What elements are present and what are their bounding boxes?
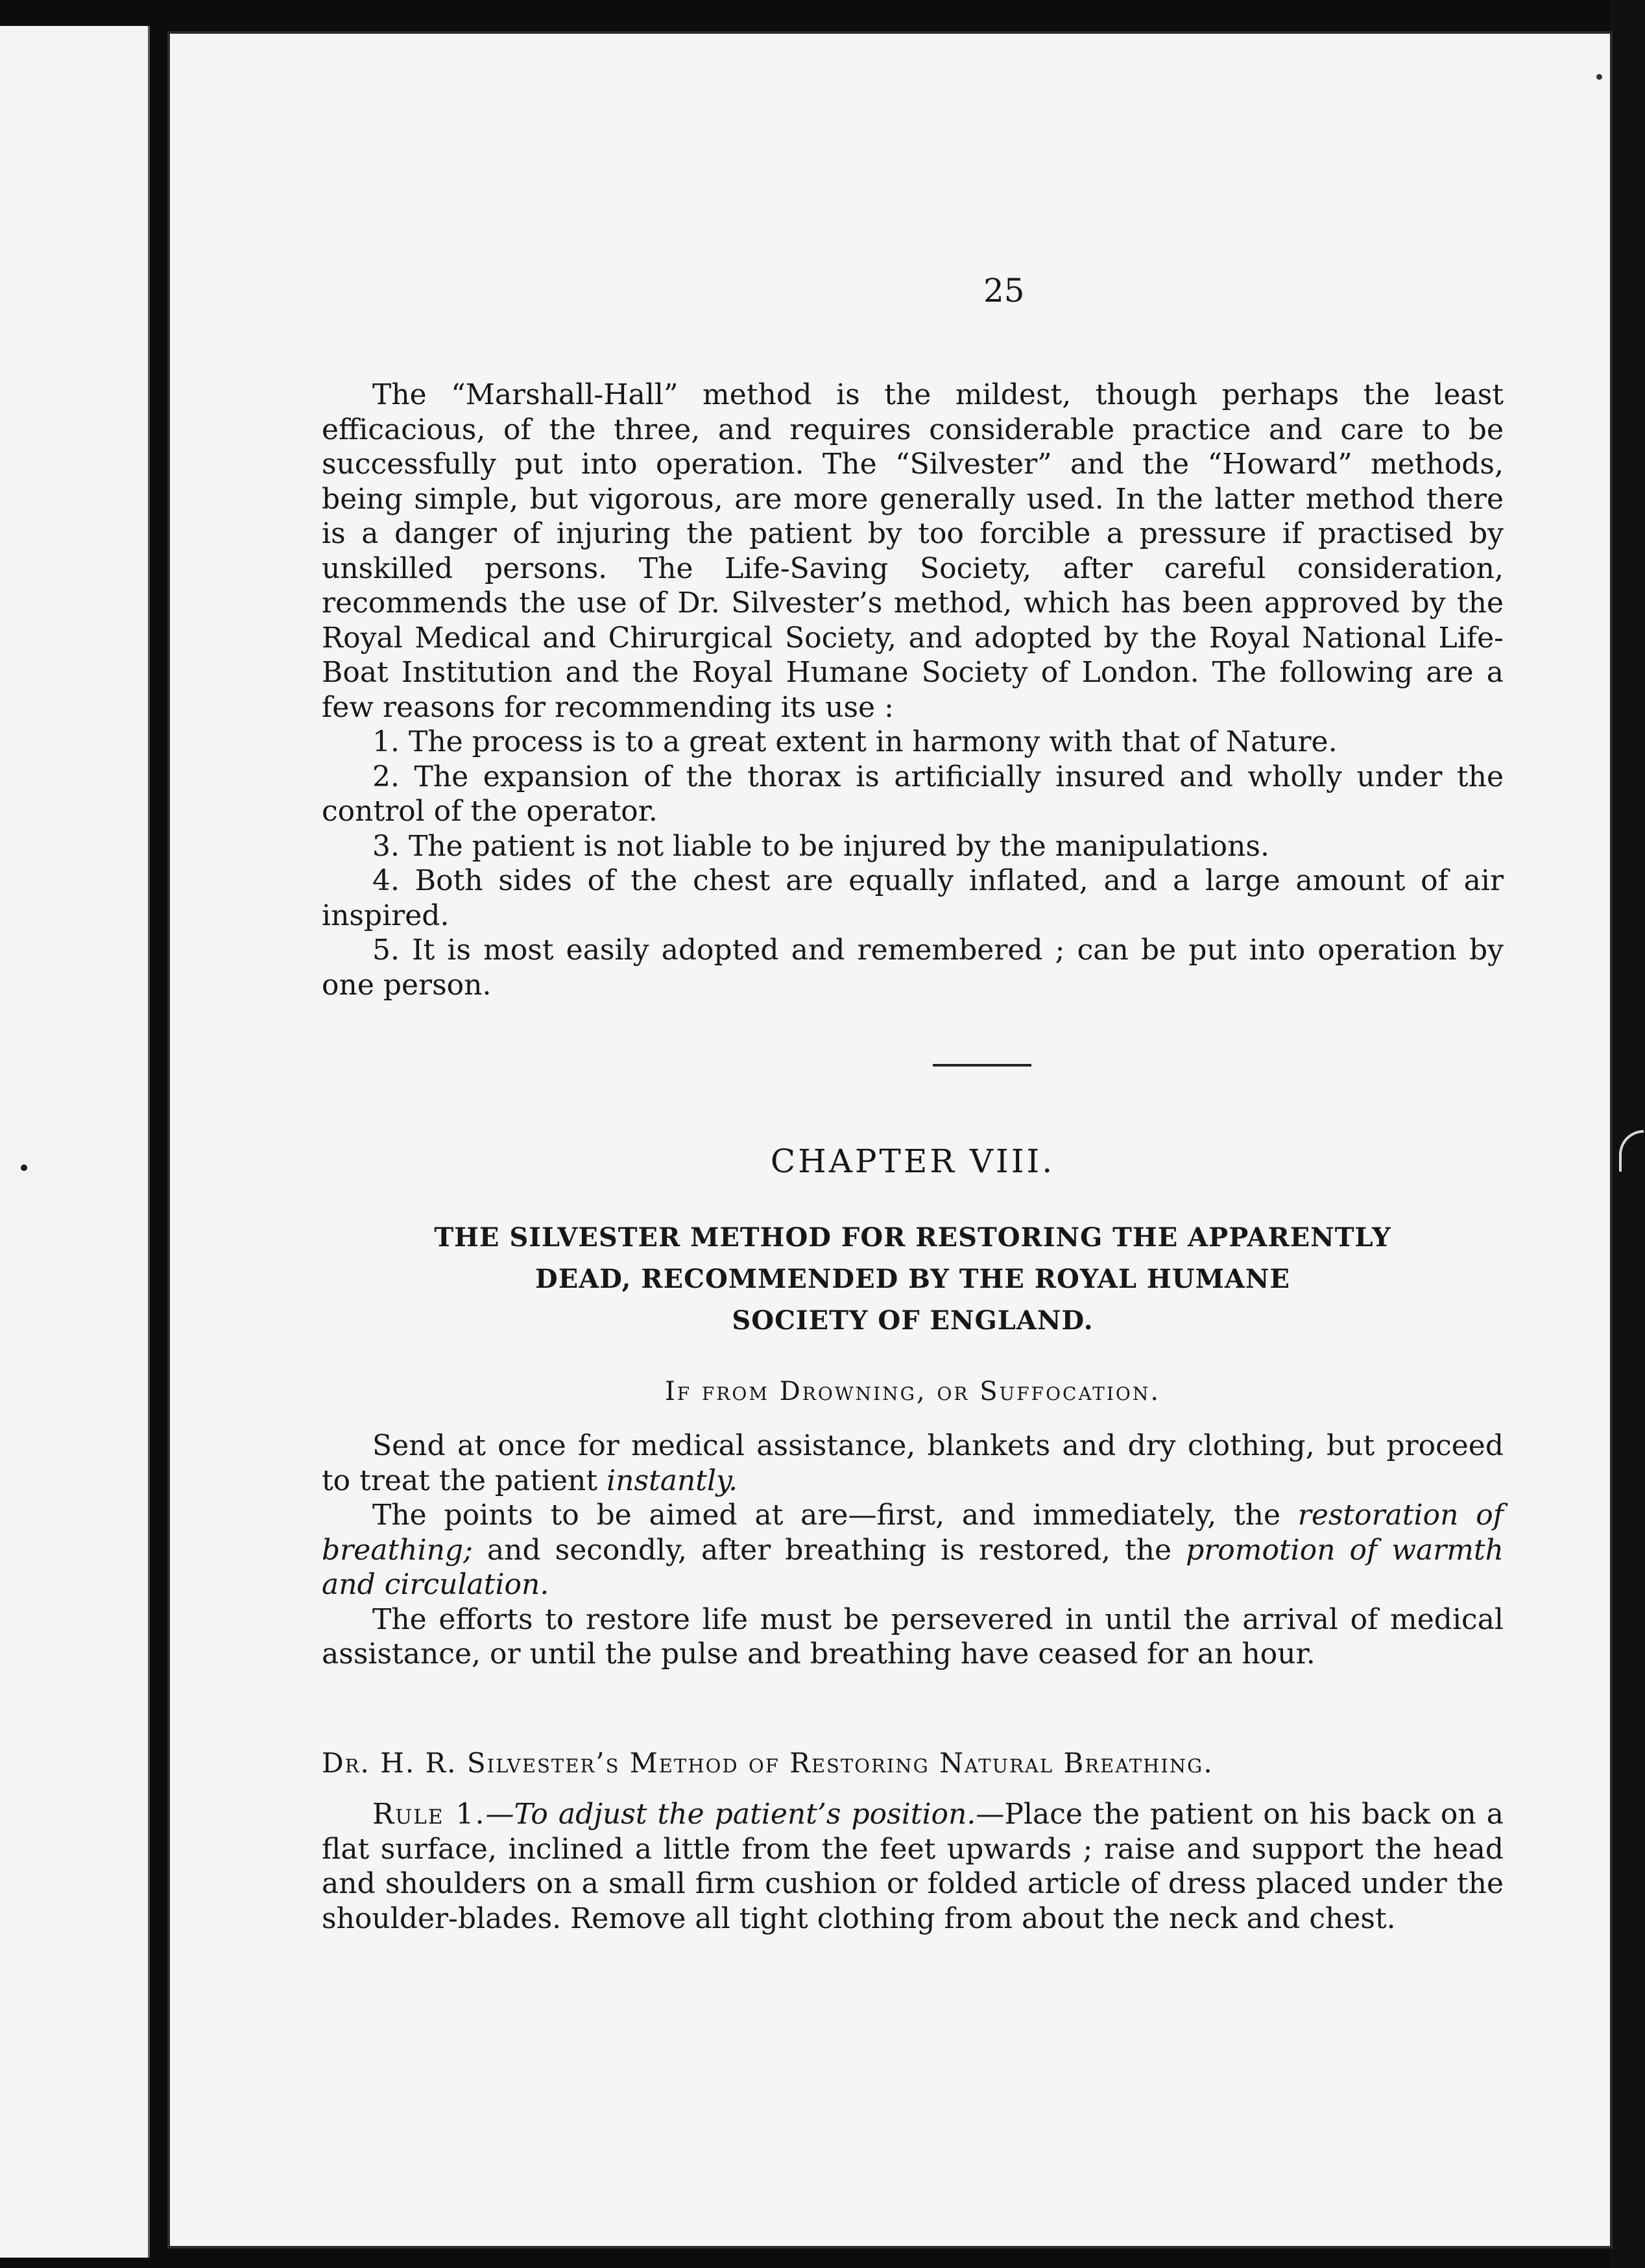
emphasis: instantly. bbox=[606, 1464, 738, 1497]
facing-page-edge bbox=[0, 26, 150, 2258]
scan-border-right bbox=[1610, 0, 1645, 2268]
drowning-paragraph bbox=[322, 1429, 1504, 1498]
rule-paragraph bbox=[322, 1797, 1504, 1936]
reason-item: 2. The expansion of the thorax is artificially insured and wholly under the control of the operator. bbox=[322, 760, 1504, 828]
reason-item: 4. Both sides of the chest are equally inflated, and a large amount of air inspired. bbox=[322, 864, 1504, 932]
text-run: and secondly, after breathing is restored, the bbox=[472, 1533, 1186, 1567]
reason-item: 5. It is most easily adopted and remembered ; can be put into operation by one person. bbox=[322, 934, 1504, 1002]
chapter-subtitle bbox=[322, 1217, 1504, 1342]
chapter-subtitle-line: DEAD, RECOMMENDED BY THE ROYAL HUMANE bbox=[535, 1264, 1290, 1294]
reason-item: 1. The process is to a great extent in harmony with that of Nature. bbox=[372, 725, 1338, 758]
ink-speck bbox=[1596, 74, 1602, 80]
reason-item: 3. The patient is not liable to be injured by the manipulations. bbox=[372, 829, 1269, 863]
section-divider bbox=[933, 1064, 1031, 1067]
emphasis: promotion of warmth and circulation. bbox=[322, 1533, 1504, 1601]
chapter-subtitle-line: THE SILVESTER METHOD FOR RESTORING THE APPARENTLY bbox=[434, 1222, 1391, 1253]
text-run: The points to be aimed at are—first, and immediately, the bbox=[372, 1499, 1298, 1532]
chapter-subtitle-line: SOCIETY OF ENGLAND. bbox=[732, 1305, 1094, 1336]
printed-page bbox=[170, 34, 1610, 2246]
chapter-title: CHAPTER VIII. bbox=[770, 1142, 1055, 1180]
intro-paragraph: The “Marshall-Hall” method is the mildest, though perhaps the least efficacious, of the three, and requires considerable practice and care to be successfully put into operation. The “Silvester” and the “Howard” methods, being simple, but vigorous, are more generally used. In the latter method there is a danger of injuring the patient by too forcible a pressure if practised by unskilled persons. The Life-Saving Society, after careful consideration, recommends the use of Dr. Silvester’s method, which has been approved by the Royal Medical and Chirurgical Society, and adopted by the Royal National Life-Boat Institution and the Royal Humane Society of London. The following are a few reasons for recommending its use : bbox=[322, 378, 1504, 724]
rule-title: —To adjust the patient’s position. bbox=[485, 1798, 976, 1831]
rule-text: —Place the patient on his back on a flat surface, inclined a little from the feet upwards ; raise and support the head and shoulders on a small firm cushion or folded article of dress placed under the shoulder-blades. Remove all tight clothing from about the neck and chest. bbox=[322, 1798, 1504, 1935]
text-run: Send at once for medical assistance, blankets and dry clothing, but proceed to treat the patient bbox=[322, 1429, 1504, 1497]
method-heading: Dr. H. R. Silvester’s Method of Restoring Natural Breathing. bbox=[322, 1747, 1214, 1779]
page-curl-mark bbox=[1619, 1130, 1644, 1172]
ink-speck bbox=[21, 1164, 27, 1171]
section-heading: If from Drowning, or Suffocation. bbox=[664, 1377, 1161, 1406]
drowning-section bbox=[322, 1429, 1504, 1672]
drowning-paragraph bbox=[322, 1498, 1504, 1602]
rule-section bbox=[322, 1797, 1504, 1936]
rule-label: Rule 1. bbox=[372, 1798, 486, 1831]
page-number: 25 bbox=[983, 272, 1025, 309]
intro-section bbox=[322, 378, 1504, 1002]
emphasis: restoration of breathing; bbox=[322, 1499, 1504, 1567]
drowning-paragraph: The efforts to restore life must be persevered in until the arrival of medical assistance, or until the pulse and breathing have ceased for an hour. bbox=[322, 1602, 1504, 1671]
